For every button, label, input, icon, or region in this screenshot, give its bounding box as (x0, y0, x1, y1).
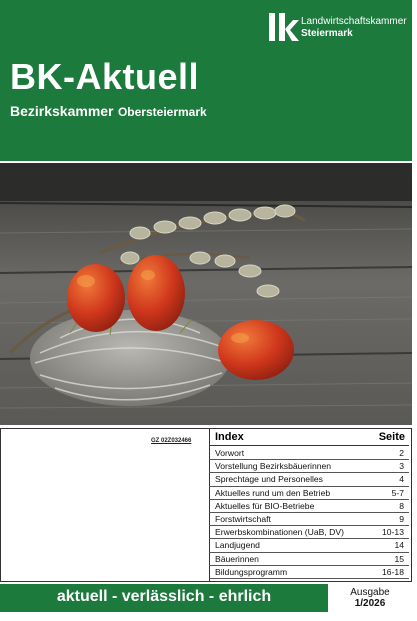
toc-row[interactable] (209, 553, 409, 566)
lk-logo-icon (268, 12, 302, 44)
toc-title: Vorstellung Bezirksbäuerinnen (215, 461, 332, 472)
issue-label: Ausgabe (350, 587, 390, 598)
toc-title: Sprechtage und Personelles (215, 474, 323, 485)
toc-page: 8 (399, 500, 404, 511)
toc-row[interactable] (209, 487, 409, 500)
toc-title: Erwerbskombinationen (UaB, DV) (215, 527, 344, 538)
toc-page: 4 (399, 474, 404, 485)
address-field (1, 429, 210, 581)
toc-page: 5-7 (391, 487, 404, 498)
cover-photo-easter-nest (0, 163, 412, 425)
toc-title: Aktuelles rund um den Betrieb (215, 487, 331, 498)
magazine-title: BK-Aktuell (10, 56, 200, 97)
subtitle-chamber: Bezirkskammer (10, 103, 114, 119)
toc-page: 2 (399, 448, 404, 458)
toc-title: Bäuerinnen (215, 553, 259, 564)
subtitle-region: Obersteiermark (117, 105, 207, 119)
brand-name-line2: Steiermark (301, 28, 353, 39)
toc-page: 3 (399, 461, 404, 472)
toc-header (209, 431, 409, 446)
toc-page-heading: Seite (378, 431, 405, 443)
tagline: aktuell - verlässlich - ehrlich (56, 588, 272, 605)
toc-row[interactable] (209, 526, 409, 539)
toc-title: Forstwirtschaft (215, 513, 271, 524)
toc-row[interactable] (209, 513, 409, 526)
toc-page: 9 (399, 513, 404, 524)
toc-title: Landjugend (215, 540, 260, 551)
toc-row[interactable] (209, 566, 409, 579)
toc-title: Vorwort (215, 448, 245, 458)
toc-row[interactable] (209, 473, 409, 486)
toc-row[interactable] (209, 500, 409, 513)
cover-header (0, 0, 412, 161)
toc-page: 16-18 (382, 566, 404, 577)
lk-logo (268, 12, 408, 44)
toc-row[interactable] (209, 460, 409, 473)
issue-info (340, 587, 400, 609)
toc-row[interactable] (209, 447, 409, 460)
tagline-bar (0, 584, 328, 612)
toc-title: Aktuelles für BIO-Betriebe (215, 500, 315, 511)
toc-title: Bildungsprogramm (215, 566, 288, 577)
toc-heading: Index (215, 431, 244, 443)
toc-row[interactable] (209, 539, 409, 552)
postal-gz-number: GZ 02Z032466 (151, 438, 192, 444)
info-panel (0, 428, 412, 582)
toc-page: 10-13 (382, 527, 404, 538)
issue-number: 1/2026 (354, 598, 386, 609)
table-of-contents (209, 429, 411, 581)
toc-page: 15 (394, 553, 404, 564)
magazine-subtitle (10, 103, 207, 121)
easter-photo-illustration (0, 163, 412, 425)
brand-name-line1: Landwirtschaftskammer (301, 16, 407, 27)
toc-page: 14 (394, 540, 404, 551)
toc-rows (209, 447, 409, 579)
